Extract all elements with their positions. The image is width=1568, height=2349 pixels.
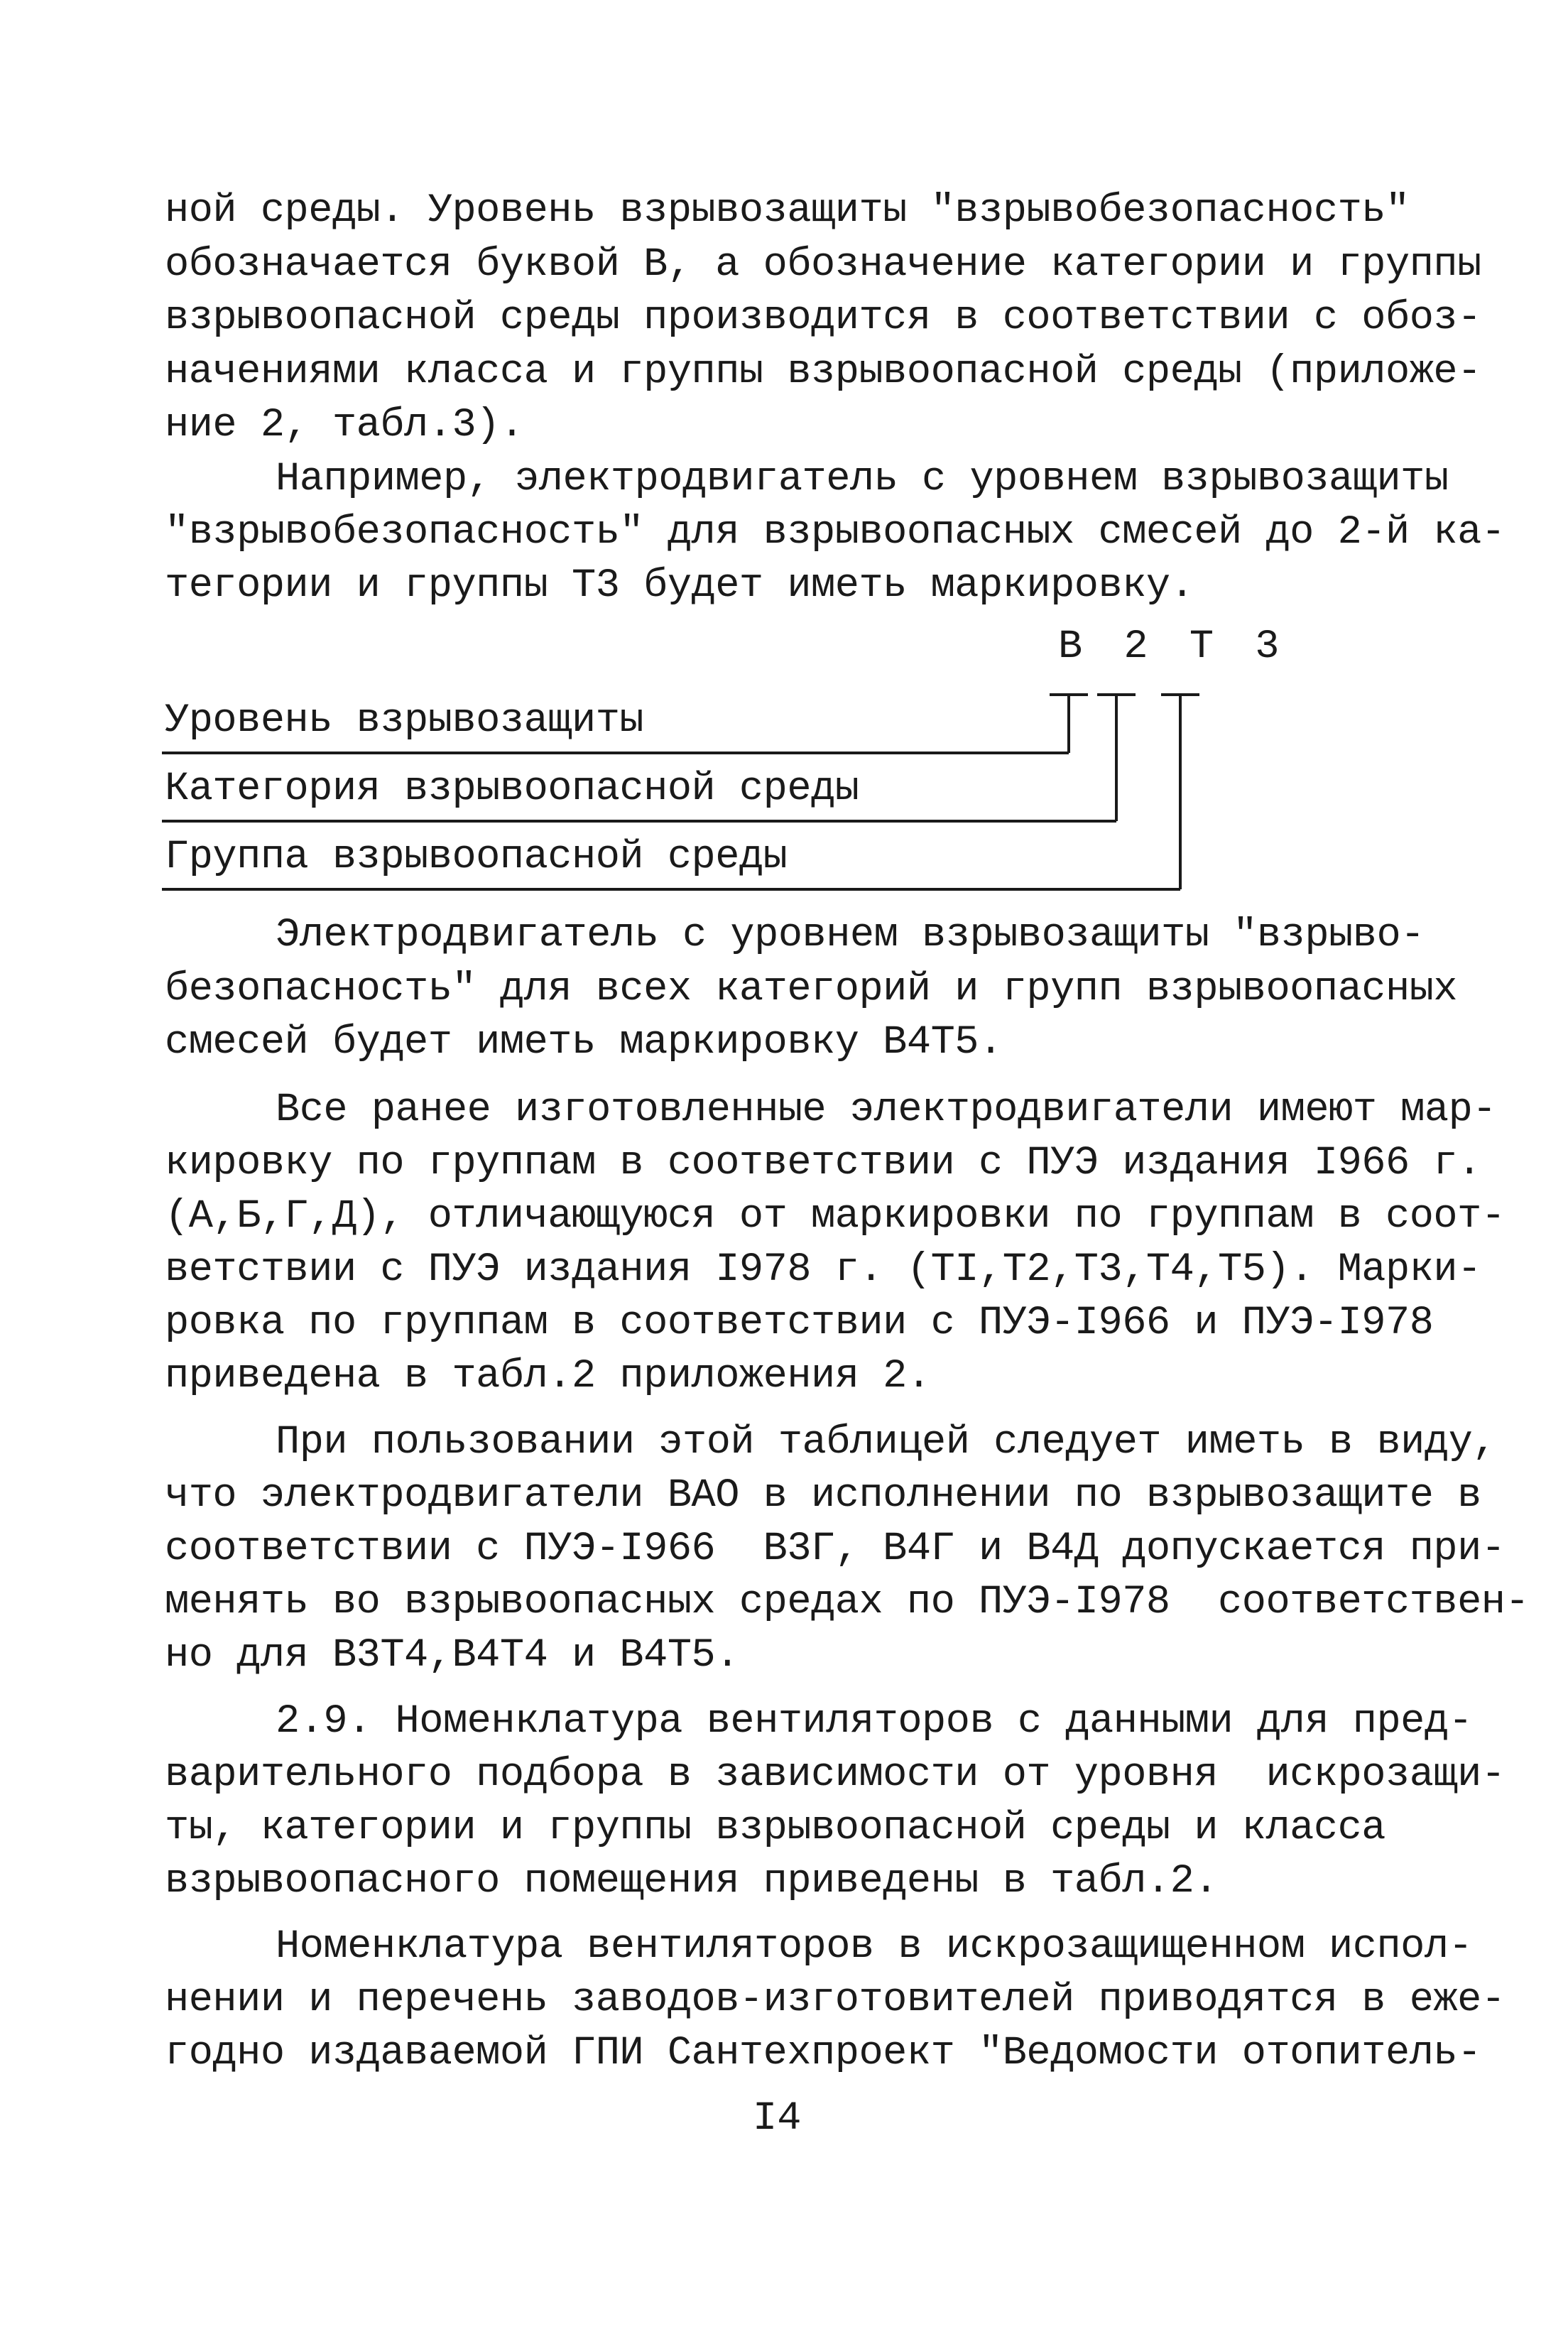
p7-line-2: нении и перечень заводов-изготовителей приводятся в еже- — [165, 1978, 1506, 2023]
p4-line-5: ровка по группам в соответствии с ПУЭ-I966 и ПУЭ-I978 — [165, 1301, 1434, 1346]
p2-line-2: "взрывобезопасность" для взрывоопасных смесей до 2-й ка- — [165, 510, 1506, 555]
p4-line-6: приведена в табл.2 приложения 2. — [165, 1354, 931, 1399]
p4-line-4: ветствии с ПУЭ издания I978 г. (TI,T2,T3,T4,T5). Марки- — [165, 1247, 1481, 1293]
p5-line-5: но для В3Т4,В4Т4 и В4Т5. — [165, 1633, 739, 1678]
diagram-row-protection-level: Уровень взрывозащиты — [165, 698, 644, 744]
p7-line-1: Номенклатура вентиляторов в искрозащищенном испол- — [276, 1924, 1473, 1970]
p4-line-1: Все ранее изготовленные электродвигатели имеют мар- — [276, 1087, 1496, 1133]
p1-line-5: ние 2, табл.3). — [165, 403, 524, 448]
p5-line-3: соответствии с ПУЭ-I966 В3Г, В4Г и В4Д допускается при- — [165, 1526, 1506, 1572]
p3-line-1: Электродвигатель с уровнем взрывозащиты "взрыво- — [276, 913, 1425, 958]
p4-line-3: (А,Б,Г,Д), отличающуюся от маркировки по группам в соот- — [165, 1194, 1506, 1239]
p6-line-3: ты, категории и группы взрывоопасной среды и класса — [165, 1806, 1385, 1851]
p5-line-1: При пользовании этой таблицей следует иметь в виду, — [276, 1420, 1496, 1465]
p7-line-3: годно издаваемой ГПИ Сантехпроект "Ведомости отопитель- — [165, 2031, 1481, 2076]
page-number: I4 — [753, 2096, 802, 2142]
p2-line-3: тегории и группы Т3 будет иметь маркировку. — [165, 563, 1194, 609]
p1-line-4: начениями класса и группы взрывоопасной среды (приложе- — [165, 349, 1481, 395]
marking-code: В 2 Т 3 — [1058, 624, 1288, 670]
p1-line-1: ной среды. Уровень взрывозащиты "взрывобезопасность" — [165, 188, 1410, 234]
p4-line-2: кировку по группам в соответствии с ПУЭ издания I966 г. — [165, 1141, 1481, 1186]
p5-line-2: что электродвигатели ВАО в исполнении по взрывозащите в — [165, 1473, 1481, 1519]
p1-line-2: обозначается буквой В, а обозначение категории и группы — [165, 242, 1481, 288]
p3-line-3: смесей будет иметь маркировку В4Т5. — [165, 1020, 1003, 1065]
p3-line-2: безопасность" для всех категорий и групп взрывоопасных — [165, 967, 1458, 1012]
p5-line-4: менять во взрывоопасных средах по ПУЭ-I978 соответствен- — [165, 1580, 1530, 1625]
diagram-row-category: Категория взрывоопасной среды — [165, 766, 859, 812]
p6-line-4: взрывоопасного помещения приведены в табл.2. — [165, 1859, 1219, 1904]
p1-line-3: взрывоопасной среды производится в соответствии с обоз- — [165, 295, 1481, 341]
p2-line-1: Например, электродвигатель с уровнем взрывозащиты — [276, 457, 1449, 502]
p6-line-1: 2.9. Номенклатура вентиляторов с данными для пред- — [276, 1699, 1473, 1745]
p6-line-2: варительного подбора в зависимости от уровня искрозащи- — [165, 1752, 1506, 1798]
diagram-row-group: Группа взрывоопасной среды — [165, 835, 788, 880]
